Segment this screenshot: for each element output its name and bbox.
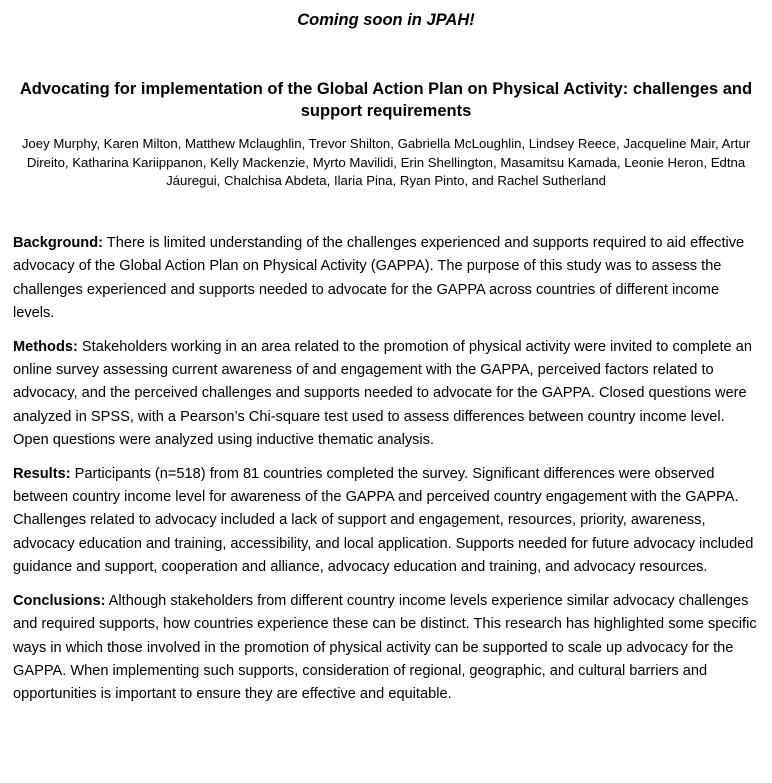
results-heading: Results: xyxy=(13,465,71,482)
author-list: Joey Murphy, Karen Milton, Matthew Mclaughlin, Trevor Shilton, Gabriella McLoughlin, Lindsey Reece, Jacqueline Mair, Artur Direito, Katharina Kariippanon, Kelly Mackenzie, Myrto Mavilidi, Erin Shellington, Masamitsu Kamada, Leonie Heron, Edtna Jáuregui, Chalchisa Abdeta, Ilaria Pina, Ryan Pinto, and Rachel Sutherland xyxy=(21,136,751,188)
conclusions-text: Although stakeholders from different country income levels experience similar advocacy challenges and required supports, how countries experience these can be distinct. This research has highlighted some specific ways in which those involved in the promotion of physical activity can be supported to scale up advocacy for the GAPPA. When implementing such supports, consideration of regional, geographic, and cultural barriers and opportunities is important to ensure they are effective and equitable. xyxy=(13,592,757,703)
abstract-background xyxy=(13,232,763,326)
abstract-results xyxy=(13,463,763,580)
methods-text: Stakeholders working in an area related to the promotion of physical activity were invited to complete an online survey assessing current awareness of and engagement with the GAPPA, perceived factors related to advocacy, and the perceived challenges and supports needed to advocate for the GAPPA. Closed questions were analyzed in SPSS, with a Pearson’s Chi-square test used to assess differences between country income level. Open questions were analyzed using inductive thematic analysis. xyxy=(13,338,752,449)
conclusions-heading: Conclusions: xyxy=(13,592,106,609)
methods-heading: Methods: xyxy=(13,338,78,355)
results-text: Participants (n=518) from 81 countries completed the survey. Significant differences were observed between country income level for awareness of the GAPPA and perceived country engagement with the GAPPA. Challenges related to advocacy included a lack of support and engagement, resources, priority, awareness, advocacy education and training, accessibility, and local application. Supports needed for future advocacy included guidance and support, cooperation and alliance, advocacy education and training, and advocacy resources. xyxy=(13,465,754,576)
background-text: There is limited understanding of the challenges experienced and supports required to aid effective advocacy of the Global Action Plan on Physical Activity (GAPPA). The purpose of this study was to assess the challenges experienced and supports needed to advocate for the GAPPA across countries of different income levels. xyxy=(13,235,745,322)
coming-soon-banner: Coming soon in JPAH! xyxy=(297,11,475,29)
abstract-methods xyxy=(13,336,763,453)
background-heading: Background: xyxy=(13,235,103,251)
abstract xyxy=(13,232,763,717)
paper-title: Advocating for implementation of the Global Action Plan on Physical Activity: challenges and support requirements xyxy=(19,80,753,120)
abstract-conclusions xyxy=(13,590,763,707)
